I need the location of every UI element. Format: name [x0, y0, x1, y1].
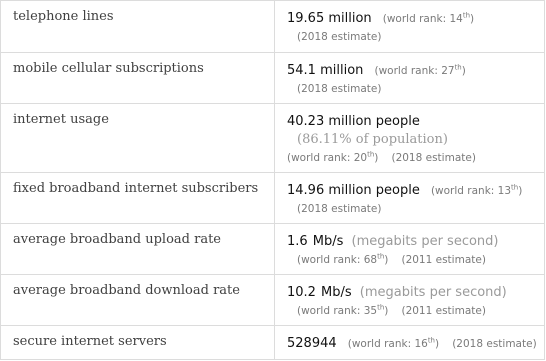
world-rank: (world rank: 68th): [297, 252, 389, 266]
row-value-cell: [275, 326, 545, 360]
row-label: internet usage: [13, 112, 109, 127]
row-value-cell: [275, 104, 545, 173]
estimate-note: (2018 estimate): [391, 152, 476, 164]
table-row: [1, 326, 545, 360]
row-value-cell: [275, 53, 545, 104]
row-unit: Mb/s: [321, 285, 352, 300]
estimate-note: (2011 estimate): [401, 305, 486, 317]
unit-description: (megabits per second): [351, 234, 499, 249]
estimate-note: (2018 estimate): [452, 338, 537, 350]
row-value: 528944: [287, 336, 337, 351]
table-row: [1, 1, 545, 53]
table-row: [1, 53, 545, 104]
row-value: 10.2: [287, 285, 316, 300]
world-rank: (world rank: 14th): [382, 11, 475, 25]
row-label: mobile cellular subscriptions: [13, 61, 204, 76]
row-value: 54.1 million: [287, 63, 364, 78]
row-value-cell: [275, 275, 545, 326]
row-value-cell: [275, 1, 545, 53]
row-label-cell: [1, 326, 275, 360]
row-label-cell: [1, 275, 275, 326]
row-label-cell: [1, 173, 275, 224]
world-rank: (world rank: 20th): [287, 150, 379, 164]
estimate-note: (2018 estimate): [297, 31, 382, 43]
estimate-note: (2018 estimate): [297, 83, 382, 95]
row-value: 40.23 million people: [287, 114, 420, 129]
table-row: [1, 173, 545, 224]
row-value-cell: [275, 224, 545, 275]
row-label-cell: [1, 224, 275, 275]
estimate-note: (2018 estimate): [297, 203, 382, 215]
row-label-cell: [1, 1, 275, 53]
table-row: [1, 104, 545, 173]
row-label: average broadband download rate: [13, 283, 240, 298]
row-value: 14.96 million people: [287, 183, 420, 198]
table-row: [1, 224, 545, 275]
world-rank: (world rank: 13th): [430, 183, 523, 197]
row-label: average broadband upload rate: [13, 232, 221, 247]
population-percent: (86.11% of population): [297, 132, 448, 147]
unit-description: (megabits per second): [359, 285, 507, 300]
row-label: secure internet servers: [13, 334, 167, 349]
row-label-cell: [1, 53, 275, 104]
row-value: 19.65 million: [287, 11, 372, 26]
row-value: 1.6: [287, 234, 308, 249]
estimate-note: (2011 estimate): [401, 254, 486, 266]
row-value-cell: [275, 173, 545, 224]
row-label-cell: [1, 104, 275, 173]
row-unit: Mb/s: [312, 234, 344, 249]
row-label: telephone lines: [13, 9, 114, 24]
world-rank: (world rank: 27th): [374, 63, 466, 77]
world-rank: (world rank: 35th): [297, 303, 389, 317]
world-rank: (world rank: 16th): [347, 336, 440, 350]
row-label: fixed broadband internet subscribers: [13, 181, 259, 196]
table-row: [1, 275, 545, 326]
